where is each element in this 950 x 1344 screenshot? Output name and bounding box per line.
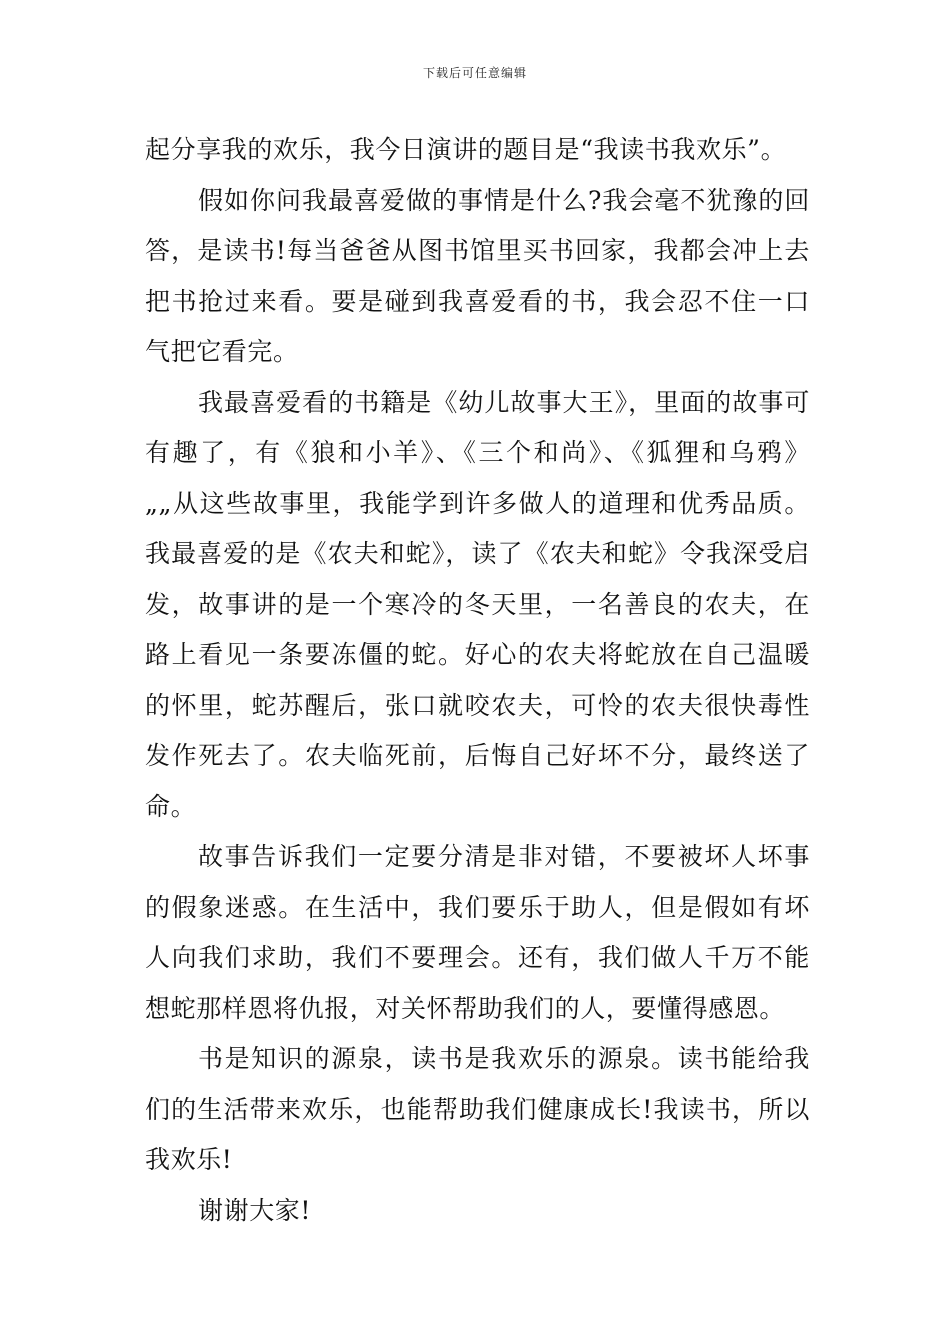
paragraph-continuation: 起分享我的欢乐，我今日演讲的题目是“我读书我欢乐”。 <box>145 135 787 164</box>
paragraph-conclusion: 书是知识的源泉，读书是我欢乐的源泉。读书能给我们的生活带来欢乐，也能帮助我们健康成长!我读书，所以我欢乐! <box>145 1044 810 1174</box>
paragraph-favorite-activity: 假如你问我最喜爱做的事情是什么?我会毫不犹豫的回答，是读书!每当爸爸从图书馆里买书回家，我都会冲上去把书抢过来看。要是碰到我喜爱看的书，我会忍不住一口气把它看完。 <box>145 185 810 366</box>
page-header: 下载后可任意编辑 <box>422 66 527 80</box>
paragraph-favorite-book: 我最喜爱看的书籍是《幼儿故事大王》，里面的故事可有趣了，有《狼和小羊》、《三个和尚》、《狐狸和乌鸦》„„从这些故事里，我能学到许多做人的道理和优秀品质。我最喜爱的是《农夫和蛇》，读了《农夫和蛇》令我深受启发，故事讲的是一个寒冷的冬天里，一名善良的农夫，在路上看见一条要冻僵的蛇。好心的农夫将蛇放在自己温暖的怀里，蛇苏醒后，张口就咬农夫，可怜的农夫很快毒性发作死去了。农夫临死前，后悔自己好坏不分，最终送了命。 <box>145 387 810 821</box>
paragraph-thanks: 谢谢大家! <box>198 1195 312 1225</box>
document-body <box>145 125 810 1236</box>
paragraph-lesson: 故事告诉我们一定要分清是非对错，不要被坏人坏事的假象迷惑。在生活中，我们要乐于助人，但是假如有坏人向我们求助，我们不要理会。还有，我们做人千万不能想蛇那样恩将仇报，对关怀帮助我们的人，要懂得感恩。 <box>145 842 810 1023</box>
